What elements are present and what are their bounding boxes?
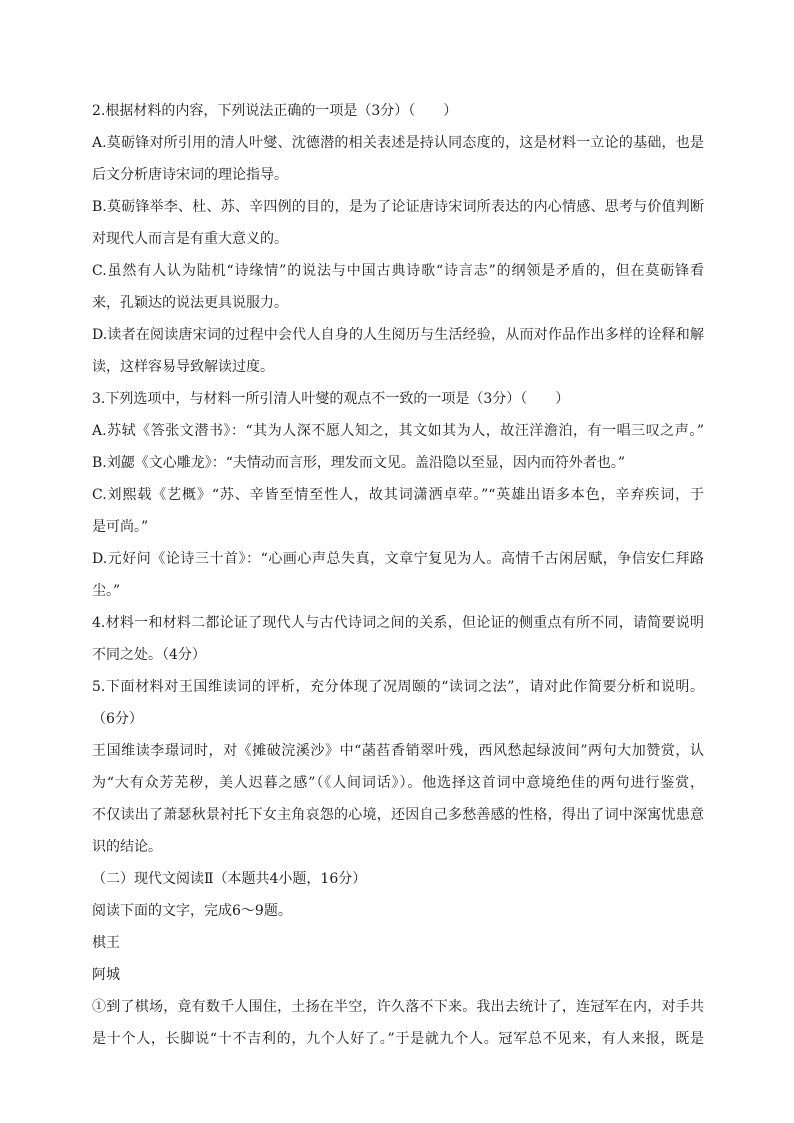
question-5-material-cont: 不仅读出了萧瑟秋景衬托下女主角哀怨的心境，还因自己多愁善感的性格，得出了词中深寓忧患意 — [92, 807, 704, 823]
question-5-stem: 5.下面材料对王国维读词的评析，充分体现了况周颐的“读词之法”，请对此作简要分析和说明。 — [92, 679, 704, 695]
question-2-stem: 2.根据材料的内容，下列说法正确的一项是（3分）（ ） — [92, 103, 458, 119]
question-5-material-cont: 识的结论。 — [92, 839, 162, 855]
question-3-option-c: C.刘熙载《艺概》“苏、辛皆至情至性人，故其词潇洒卓荦。”“英雄出语多本色，辛弃疾词，于 — [92, 487, 704, 503]
question-2-option-d: D.读者在阅读唐宋词的过程中会代人自身的人生阅历与生活经验，从而对作品作出多样的诠释和解 — [92, 327, 704, 343]
question-3-option-a: A.苏轼《答张文潜书》：“其为人深不愿人知之，其文如其为人，故汪洋澹泊，有一唱三叹之声。” — [92, 423, 704, 439]
question-4-stem-cont: 不同之处。（4分） — [92, 647, 206, 663]
passage-title: 棋王 — [92, 935, 120, 951]
question-2-option-b-cont: 对现代人而言是有重大意义的。 — [92, 231, 288, 247]
question-5-material-cont: 为“大有众芳芜秽，美人迟暮之感”（《人间词话》）。他选择这首词中意境绝佳的两句进行鉴赏， — [92, 775, 704, 791]
reading-instruction: 阅读下面的文字，完成6～9题。 — [92, 903, 292, 919]
question-3-stem: 3.下列选项中，与材料一所引清人叶燮的观点不一致的一项是（3分）（ ） — [92, 391, 570, 407]
question-5-score: （6分） — [92, 711, 143, 727]
passage-author: 阿城 — [92, 967, 120, 983]
question-2-option-c-cont: 来，孔颖达的说法更具说服力。 — [92, 295, 288, 311]
question-3-option-d-cont: 尘。” — [92, 583, 121, 599]
question-3-option-c-cont: 是可尚。” — [92, 519, 149, 535]
passage-paragraph: ①到了棋场，竟有数千人围住，土扬在半空，许久落不下来。我出去统计了，连冠军在内，对手共 — [92, 999, 704, 1015]
question-2-option-b: B.莫砺锋举李、杜、苏、辛四例的目的，是为了论证唐诗宋词所表达的内心情感、思考与价值判断 — [92, 199, 704, 215]
question-4-stem: 4.材料一和材料二都论证了现代人与古代诗词之间的关系，但论证的侧重点有所不同，请简要说明 — [92, 615, 704, 631]
question-3-option-d: D.元好问《论诗三十首》：“心画心声总失真，文章宁复见为人。高情千古闲居赋，争信安仁拜路 — [92, 551, 704, 567]
question-5-material: 王国维读李璟词时，对《摊破浣溪沙》中“菡萏香销翠叶残，西风愁起绿波间”两句大加赞赏，认 — [92, 743, 704, 759]
question-2-option-a-cont: 后文分析唐诗宋词的理论指导。 — [92, 167, 288, 183]
passage-paragraph-cont: 是十个人，长脚说“十不吉利的，九个人好了。”于是就九个人。冠军总不见来，有人来报，既是 — [92, 1031, 704, 1047]
question-3-option-b: B.刘勰《文心雕龙》：“夫情动而言形，理发而文见。盖沿隐以至显，因内而符外者也。” — [92, 455, 626, 471]
section-heading: （二）现代文阅读Ⅱ（本题共4小题，16分） — [92, 871, 367, 887]
question-2-option-a: A.莫砺锋对所引用的清人叶燮、沈德潜的相关表述是持认同态度的，这是材料一立论的基础，也是 — [92, 135, 704, 151]
question-2-option-c: C.虽然有人认为陆机“诗缘情”的说法与中国古典诗歌“诗言志”的纲领是矛盾的，但在莫砺锋看 — [92, 263, 704, 279]
question-2-option-d-cont: 读，这样容易导致解读过度。 — [92, 359, 274, 375]
